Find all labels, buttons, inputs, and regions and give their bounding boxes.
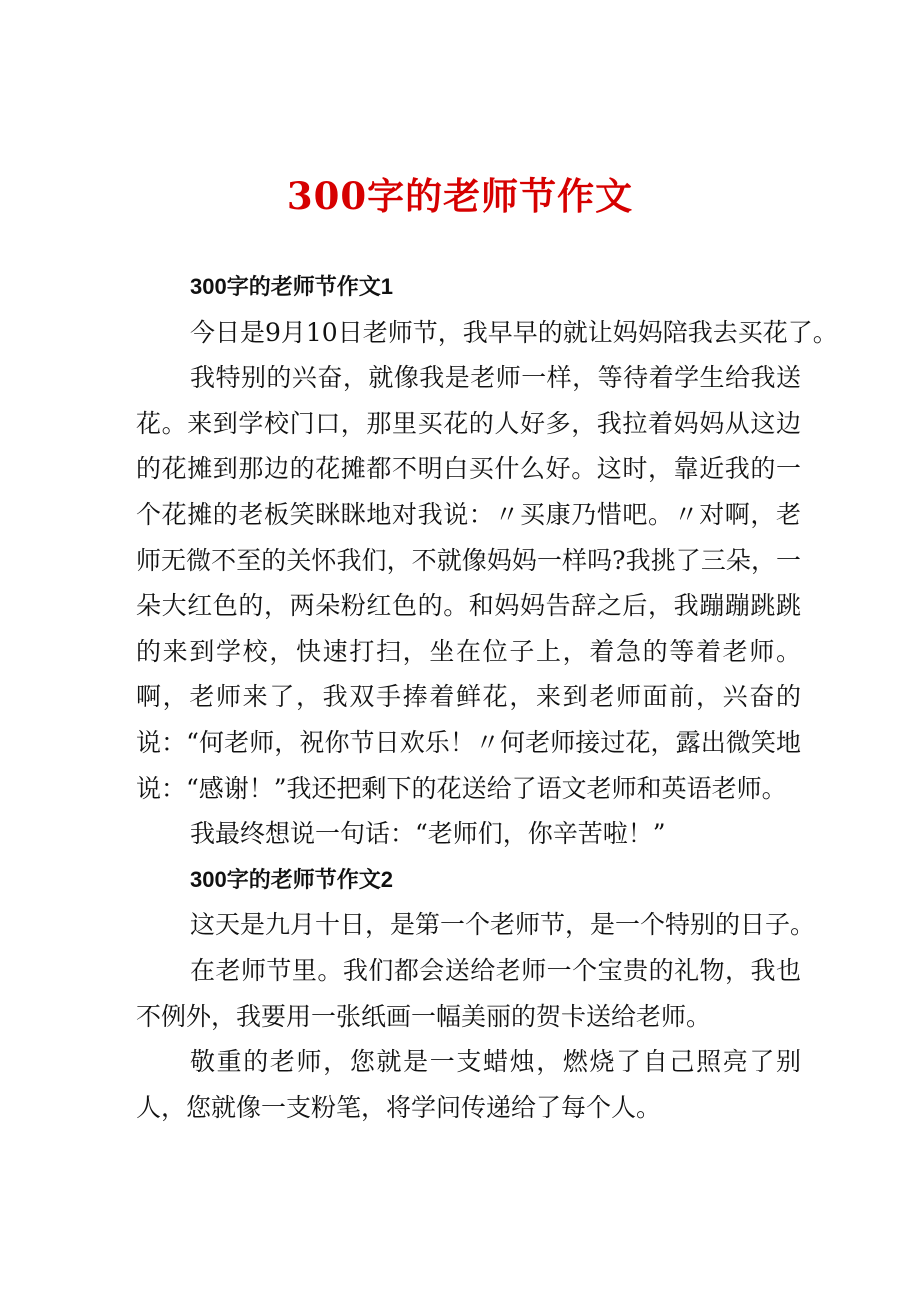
paragraph: 这天是九月十日，是第一个老师节，是一个特别的日子。 [190, 910, 816, 940]
paragraph: 我最终想说一句话：“老师们，你辛苦啦！” [190, 819, 666, 849]
paragraph: 我特别的兴奋，就像我是老师一样，等待着学生给我送花。来到学校门口，那里买花的人好多，我拉着妈妈从这边的花摊到那边的花摊都不明白买什么好。这时，靠近我的一个花摊的老板笑眯眯地对我说：〃买康乃惜吧。〃对啊，老师无微不至的关怀我们，不就像妈妈一样吗?我挑了三朵，一朵大红色的，两朵粉红色的。和妈妈告辞之后，我蹦蹦跳跳的来到学校，快速打扫，坐在位子上，着急的等着老师。啊，老师来了，我双手捧着鲜花，来到老师面前，兴奋的说：“何老师，祝你节日欢乐！〃何老师接过花，露出微笑地说：“感谢！”我还把剩下的花送给了语文老师和英语老师。 [136, 363, 801, 803]
essay-section-1 [136, 264, 838, 857]
article-body [136, 264, 838, 1130]
paragraph: 在老师节里。我们都会送给老师一个宝贵的礼物，我也不例外，我要用一张纸画一幅美丽的贺卡送给老师。 [136, 955, 801, 1031]
paragraph: 敬重的老师，您就是一支蜡烛，燃烧了自己照亮了别人，您就像一支粉笔，将学问传递给了每个人。 [136, 1047, 801, 1122]
essay-section-2 [136, 857, 816, 1131]
document-title: 300字的老师节作文 [286, 173, 634, 218]
essay-heading-1: 300字的老师节作文1 [190, 274, 393, 299]
essay-heading-2: 300字的老师节作文2 [190, 866, 393, 892]
paragraph: 今日是9月10日老师节，我早早的就让妈妈陪我去买花了。 [190, 317, 838, 347]
